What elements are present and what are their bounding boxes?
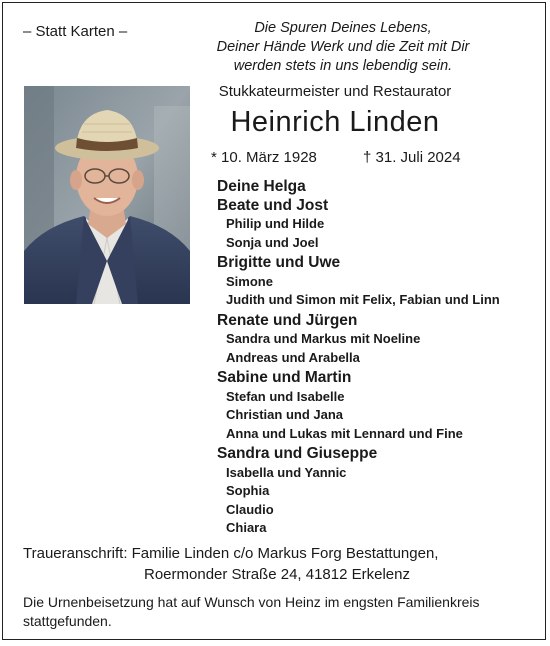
family-member: Deine Helga bbox=[217, 178, 306, 195]
life-dates bbox=[211, 149, 471, 166]
family-member: Beate und Jost bbox=[217, 196, 329, 214]
mourning-address bbox=[23, 543, 438, 585]
family-member: Renate und Jürgen bbox=[217, 311, 358, 329]
family-member: Sabine und Martin bbox=[217, 369, 352, 386]
poem-line: werden stets in uns lebendig sein. bbox=[233, 58, 453, 74]
family-submember: Stefan und Isabelle bbox=[226, 388, 345, 404]
profession: Stukkateurmeister und Restaurator bbox=[218, 83, 452, 100]
family-member: Sandra und Giuseppe bbox=[217, 445, 378, 462]
family-list bbox=[217, 178, 537, 538]
death-date: † 31. Juli 2024 bbox=[363, 149, 461, 166]
family-member: Brigitte und Uwe bbox=[217, 254, 341, 271]
burial-note: Die Urnenbeisetzung hat auf Wunsch von Heinz im engsten Familienkreis stattgefunden. bbox=[23, 594, 480, 629]
poem-line: Deiner Hände Werk und die Zeit mit Dir bbox=[216, 39, 470, 55]
poem-line: Die Spuren Deines Lebens, bbox=[254, 20, 432, 36]
address-line: Traueranschrift: Familie Linden c/o Markus Forg Bestattungen, bbox=[23, 545, 439, 562]
family-submember: Chiara bbox=[226, 520, 267, 535]
portrait-photo bbox=[24, 86, 190, 304]
memorial-poem bbox=[193, 19, 493, 76]
obituary-notice bbox=[2, 2, 546, 640]
family-submember: Sonja und Joel bbox=[226, 234, 319, 250]
family-submember: Judith und Simon mit Felix, Fabian und Linn bbox=[226, 292, 500, 307]
family-submember: Sophia bbox=[226, 483, 270, 498]
family-submember: Christian und Jana bbox=[226, 407, 344, 422]
family-submember: Claudio bbox=[226, 501, 274, 517]
family-submember: Philip und Hilde bbox=[226, 216, 325, 231]
family-submember: Isabella und Yannic bbox=[226, 464, 347, 480]
statt-karten: – Statt Karten – bbox=[23, 23, 128, 40]
family-submember: Sandra und Markus mit Noeline bbox=[226, 331, 421, 346]
family-submember: Anna und Lukas mit Lennard und Fine bbox=[226, 425, 463, 441]
deceased-name: Heinrich Linden bbox=[230, 106, 440, 138]
address-line: Roermonder Straße 24, 41812 Erkelenz bbox=[144, 566, 410, 583]
family-submember: Andreas und Arabella bbox=[226, 349, 360, 365]
birth-date: * 10. März 1928 bbox=[211, 149, 317, 166]
family-submember: Simone bbox=[226, 273, 273, 289]
